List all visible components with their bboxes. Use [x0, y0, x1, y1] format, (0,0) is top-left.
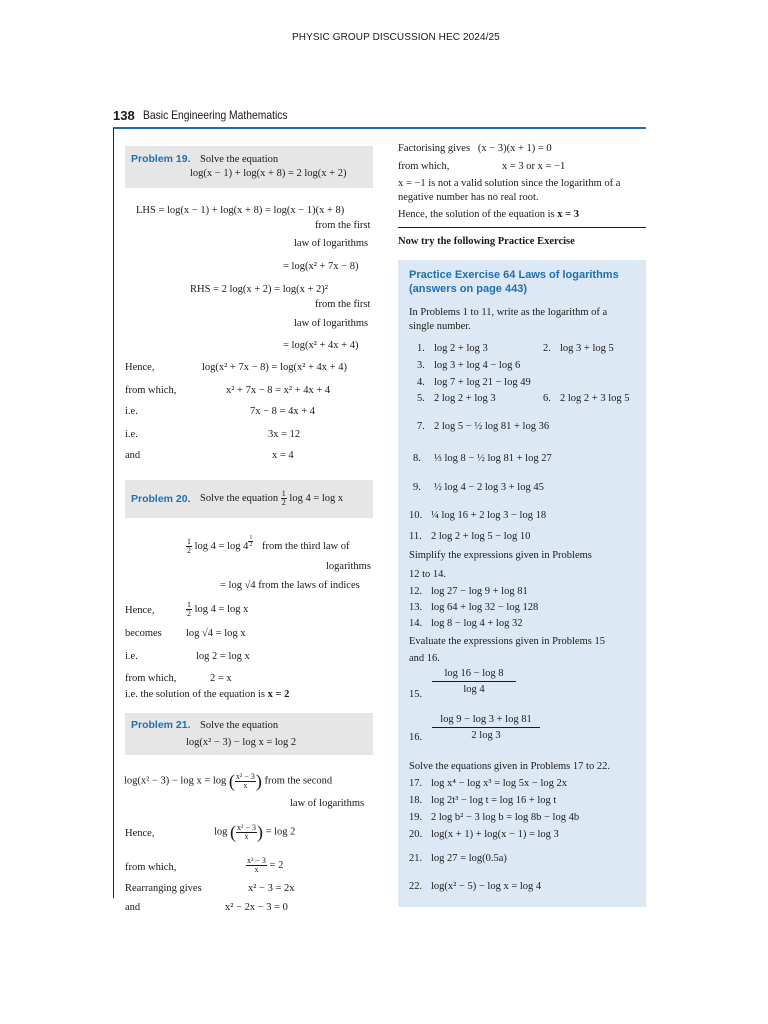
- ex-item-text: log(x + 1) + log(x − 1) = log 3: [431, 829, 559, 840]
- ex-item-text: ½ log 4 − 2 log 3 + log 45: [434, 482, 544, 493]
- page-number: 138: [113, 108, 135, 123]
- fraction: [246, 857, 267, 874]
- p20-becomes-expr: log √4 = log x: [186, 628, 246, 639]
- r-fact-expr: (x − 3)(x + 1) = 0: [477, 143, 552, 154]
- r-rule: [398, 227, 646, 228]
- p21-from-label: from which,: [125, 862, 177, 873]
- frac-den: 2: [249, 542, 253, 548]
- frac-num: 1: [249, 535, 253, 541]
- p20-becomes-label: becomes: [125, 628, 162, 639]
- ex-item-num: 17.: [409, 778, 423, 789]
- fraction: [186, 538, 192, 555]
- p21-hence-label: Hence,: [125, 828, 155, 839]
- p19-rhs2: = log(x² + 4x + 4): [283, 340, 359, 351]
- fraction: [281, 490, 287, 507]
- r-fact-label: Factorising gives: [398, 143, 471, 154]
- left-margin-rule: [113, 128, 114, 898]
- ex-item-num: 5.: [417, 393, 425, 404]
- p19-and-expr: x = 4: [272, 450, 294, 461]
- p20-l1-note: from the third law of: [262, 541, 350, 552]
- p20-hence-tail: log 4 = log x: [194, 604, 249, 615]
- p20-l1-note2: logarithms: [326, 561, 371, 572]
- ex-item-text: log 27 − log 9 + log 81: [431, 586, 528, 597]
- ex-item-num: 15.: [409, 689, 423, 700]
- ex-item-text: log x⁴ − log x³ = log 5x − log 2x: [431, 778, 567, 789]
- ex-item-text: log 3 + log 5: [560, 343, 614, 354]
- exercise-intro-1: In Problems 1 to 11, write as the logarithm of a: [409, 307, 608, 318]
- paren-open: (: [228, 771, 235, 791]
- r-fact-line: [398, 142, 552, 155]
- p21-l1-note2: law of logarithms: [290, 798, 365, 809]
- ex-item-num: 1.: [417, 343, 425, 354]
- problem-20-equation: [200, 486, 343, 512]
- now-try-heading: Now try the following Practice Exercise: [398, 236, 575, 247]
- p21-from-tail: = 2: [269, 860, 284, 871]
- p20-title: Solve the equation: [200, 493, 279, 504]
- p20-from-label: from which,: [125, 673, 177, 684]
- ex-item-num: 8.: [413, 453, 421, 464]
- p19-and-label: and: [125, 450, 141, 461]
- ex-item-num: 10.: [409, 510, 423, 521]
- problem-21-label: Problem 21.: [131, 719, 191, 731]
- p21-rear-expr: x² − 3 = 2x: [248, 883, 295, 894]
- ex-item-num: 3.: [417, 360, 425, 371]
- p19-ie1-expr: 7x − 8 = 4x + 4: [250, 406, 316, 417]
- p20-line1: [186, 535, 350, 559]
- q15-numerator: log 16 − log 8: [432, 668, 516, 682]
- p20-sol-value: x = 2: [267, 689, 290, 700]
- p19-note2a: from the first: [315, 299, 371, 310]
- p19-hence-expr: log(x² + 7x − 8) = log(x² + 4x + 4): [202, 362, 347, 373]
- p21-and-expr: x² − 2x − 3 = 0: [225, 902, 288, 913]
- p21-hence-expr: [214, 817, 295, 847]
- p19-hence-label: Hence,: [125, 362, 155, 373]
- q16-fraction: [432, 714, 540, 741]
- p19-lhs2: = log(x² + 7x − 8): [283, 261, 359, 272]
- exercise-title: Practice Exercise 64 Laws of logarithms: [409, 269, 619, 281]
- ex-item-text: 2 log 2 + log 5 − log 10: [431, 531, 531, 542]
- p20-from-expr: 2 = x: [210, 673, 232, 684]
- frac-num: x² − 3: [235, 771, 255, 781]
- ex-item-num: 13.: [409, 602, 423, 613]
- ex-item-num: 16.: [409, 732, 423, 743]
- frac-num: 1: [187, 600, 191, 610]
- ex-item-text: 2 log 2 + log 3: [434, 393, 496, 404]
- p19-from-expr: x² + 7x − 8 = x² + 4x + 4: [226, 385, 331, 396]
- frac-den: 2: [187, 609, 191, 619]
- ex-item-num: 12.: [409, 586, 423, 597]
- exercise-intro-2: single number.: [409, 321, 471, 332]
- p20-title-tail: log 4 = log x: [289, 493, 344, 504]
- practice-exercise-box: [398, 260, 646, 907]
- header-rule: [113, 127, 646, 129]
- q15-denominator: log 4: [463, 684, 485, 695]
- r-hence-prefix: Hence, the solution of the equation is: [398, 209, 558, 220]
- simplify-instr-1: Simplify the expressions given in Problems: [409, 550, 592, 561]
- fraction: [235, 773, 256, 790]
- problem-21-title: Solve the equation: [200, 720, 279, 731]
- ex-item-text: log 8 − log 4 + log 32: [431, 618, 523, 629]
- ex-item-num: 9.: [413, 482, 421, 493]
- p20-ie-label: i.e.: [125, 651, 138, 662]
- ex-item-num: 20.: [409, 829, 423, 840]
- frac-num: x² − 3: [247, 856, 266, 866]
- ex-item-text: log 3 + log 4 − log 6: [434, 360, 521, 371]
- p20-sol-prefix: i.e. the solution of the equation is: [125, 689, 268, 700]
- p19-note1a: from the first: [315, 220, 371, 231]
- fraction: [236, 824, 257, 841]
- p21-line1: [124, 766, 332, 796]
- p21-rear-label: Rearranging gives: [125, 883, 202, 894]
- simplify-instr-2: 12 to 14.: [409, 569, 447, 580]
- ex-item-num: 6.: [543, 393, 551, 404]
- q15-fraction: [432, 668, 516, 695]
- ex-item-text: log 2t³ − log t = log 16 + log t: [431, 795, 557, 806]
- p19-note2b: law of logarithms: [294, 318, 369, 329]
- ex-item-num: 11.: [409, 531, 422, 542]
- evaluate-instr-2: and 16.: [409, 653, 440, 664]
- frac-den: x: [243, 780, 248, 790]
- r-hence: [398, 208, 579, 221]
- problem-21-equation: log(x² − 3) − log x = log 2: [186, 737, 297, 748]
- fraction: [186, 601, 192, 618]
- ex-item-num: 2.: [543, 343, 551, 354]
- q16-denominator: 2 log 3: [471, 730, 501, 741]
- ex-item-num: 18.: [409, 795, 423, 806]
- p19-ie1-label: i.e.: [125, 406, 138, 417]
- frac-num: x² − 3: [237, 822, 256, 832]
- ex-item-text: ⅓ log 8 − ½ log 81 + log 27: [434, 453, 552, 464]
- ex-item-num: 19.: [409, 812, 423, 823]
- frac-den: x: [254, 865, 259, 875]
- q16-numerator: log 9 − log 3 + log 81: [432, 714, 540, 728]
- exercise-answers-ref: (answers on page 443): [409, 283, 527, 295]
- p20-hence-expr: [186, 598, 248, 622]
- p20-line2: = log √4 from the laws of indices: [220, 580, 360, 591]
- p19-rhs: RHS = 2 log(x + 2) = log(x + 2)²: [190, 284, 328, 295]
- r-from-expr: x = 3 or x = −1: [502, 161, 566, 172]
- frac-den: x: [244, 831, 249, 841]
- frac-den: 2: [281, 498, 286, 508]
- ex-item-num: 7.: [417, 421, 425, 432]
- ex-item-text: log 2 + log 3: [434, 343, 488, 354]
- ex-item-text: ¼ log 16 + 2 log 3 − log 18: [431, 510, 547, 521]
- ex-item-num: 21.: [409, 853, 423, 864]
- p20-l1-mid: log 4 = log 4: [194, 541, 249, 552]
- ex-item-text: log 27 = log(0.5a): [431, 853, 507, 864]
- p19-lhs: LHS = log(x − 1) + log(x + 8) = log(x − 1)(x + 8): [136, 205, 345, 216]
- ex-item-text: 2 log 5 − ½ log 81 + log 36: [434, 421, 550, 432]
- ex-item-num: 4.: [417, 377, 425, 388]
- p20-solution: [125, 688, 289, 701]
- evaluate-instr-1: Evaluate the expressions given in Problems 15: [409, 636, 605, 647]
- p21-hence-pre: log: [214, 826, 228, 838]
- frac-num: 1: [281, 489, 286, 499]
- r-note1: x = −1 is not a valid solution since the logarithm of a: [398, 178, 621, 189]
- p19-note1b: law of logarithms: [294, 238, 369, 249]
- p20-ie-expr: log 2 = log x: [196, 651, 250, 662]
- paren-close: ): [255, 771, 262, 791]
- p19-from-label: from which,: [125, 385, 177, 396]
- r-hence-value: x = 3: [557, 209, 579, 220]
- exponent-fraction: [248, 535, 253, 548]
- ex-item-text: log 64 + log 32 − log 128: [431, 602, 539, 613]
- problem-20-label: Problem 20.: [131, 493, 191, 505]
- problem-19-label: Problem 19.: [131, 153, 191, 165]
- frac-den: 2: [187, 546, 191, 556]
- r-note2: negative number has no real root.: [398, 192, 539, 203]
- p21-and-label: and: [125, 902, 141, 913]
- p19-ie2-expr: 3x = 12: [268, 429, 301, 440]
- problem-19-title: Solve the equation: [200, 154, 279, 165]
- solve-instr: Solve the equations given in Problems 17 to 22.: [409, 761, 610, 772]
- ex-item-num: 14.: [409, 618, 423, 629]
- page-banner: PHYSIC GROUP DISCUSSION HEC 2024/25: [292, 32, 500, 43]
- ex-item-num: 22.: [409, 881, 423, 892]
- p20-hence-label: Hence,: [125, 605, 155, 616]
- p21-l1-left: log(x² − 3) − log x = log: [124, 775, 227, 787]
- p21-hence-tail: = log 2: [265, 826, 296, 838]
- frac-num: 1: [187, 537, 191, 547]
- ex-item-text: log(x² − 5) − log x = log 4: [431, 881, 542, 892]
- r-from-label: from which,: [398, 161, 450, 172]
- ex-item-text: log 7 + log 21 − log 49: [434, 377, 531, 388]
- p21-from-expr: [246, 852, 283, 880]
- ex-item-text: 2 log 2 + 3 log 5: [560, 393, 630, 404]
- paren-open: (: [230, 822, 237, 842]
- paren-close: ): [256, 822, 263, 842]
- book-title: Basic Engineering Mathematics: [143, 108, 288, 122]
- problem-19-equation: log(x − 1) + log(x + 8) = 2 log(x + 2): [190, 168, 347, 179]
- p19-ie2-label: i.e.: [125, 429, 138, 440]
- p21-l1-note: from the second: [264, 775, 333, 787]
- ex-item-text: 2 log b² − 3 log b = log 8b − log 4b: [431, 812, 580, 823]
